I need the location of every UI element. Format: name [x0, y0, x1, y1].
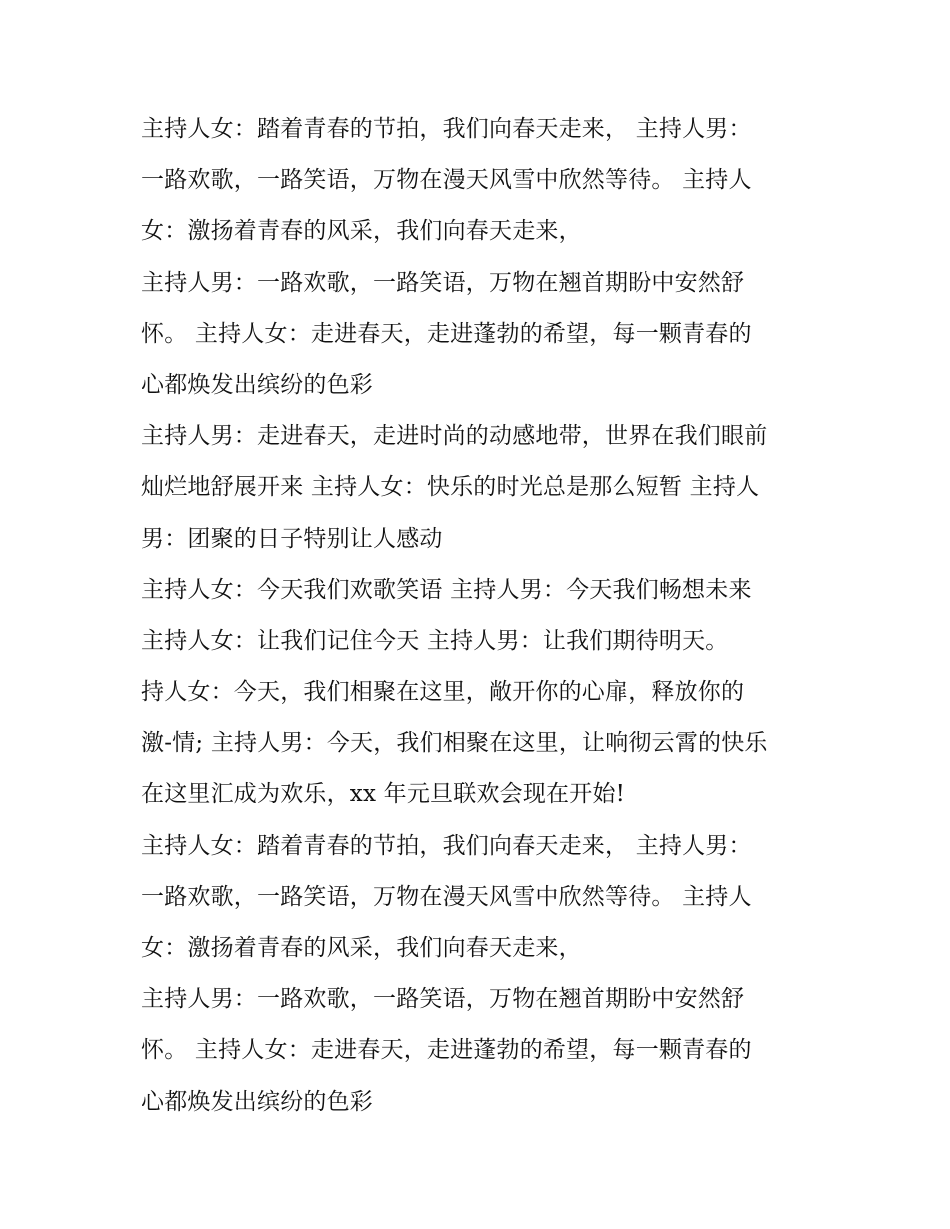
text-line: 心都焕发出缤纷的色彩	[141, 1088, 373, 1115]
text-line: 女：激扬着青春的风采，我们向春天走来，	[141, 935, 582, 961]
text-line: 怀。 主持人女：走进春天，走进蓬勃的希望，每一颗青春的	[141, 320, 752, 347]
text-line: 主持人男：一路欢歌，一路笑语，万物在翘首期盼中安然舒	[141, 986, 745, 1013]
text-line: 主持人男：走进春天，走进时尚的动感地带，世界在我们眼前	[141, 423, 768, 450]
text-line: 一路欢歌，一路笑语，万物在漫天风雪中欣然等待。 主持人	[141, 167, 752, 194]
text-line: 怀。 主持人女：走进春天，走进蓬勃的希望，每一颗青春的	[141, 1037, 752, 1064]
text-line: 主持人男：一路欢歌，一路笑语，万物在翘首期盼中安然舒	[141, 269, 745, 296]
text-line: 心都焕发出缤纷的色彩	[141, 371, 373, 398]
text-line: 女：激扬着青春的风采，我们向春天走来，	[141, 218, 582, 245]
document-body	[141, 104, 831, 1128]
text-line: 主持人女：今天我们欢歌笑语 主持人男：今天我们畅想未来	[141, 576, 752, 603]
text-line: 持人女：今天，我们相聚在这里，敞开你的心扉，释放你的	[141, 679, 745, 706]
text-line: 主持人女：踏着青春的节拍，我们向春天走来， 主持人男：	[141, 116, 752, 142]
text-line: 在这里汇成为欢乐，xx 年元旦联欢会现在开始!	[141, 781, 626, 808]
text-line: 灿烂地舒展开来 主持人女：快乐的时光总是那么短暂 主持人	[141, 474, 760, 501]
text-line: 激-情; 主持人男：今天，我们相聚在这里，让响彻云霄的快乐	[141, 730, 768, 757]
text-line: 主持人女：踏着青春的节拍，我们向春天走来， 主持人男：	[141, 832, 752, 859]
text-line: 男：团聚的日子特别让人感动	[141, 525, 443, 552]
text-line: 一路欢歌，一路笑语，万物在漫天风雪中欣然等待。 主持人	[141, 883, 752, 910]
text-line: 主持人女：让我们记住今天 主持人男：让我们期待明天。	[141, 627, 729, 654]
